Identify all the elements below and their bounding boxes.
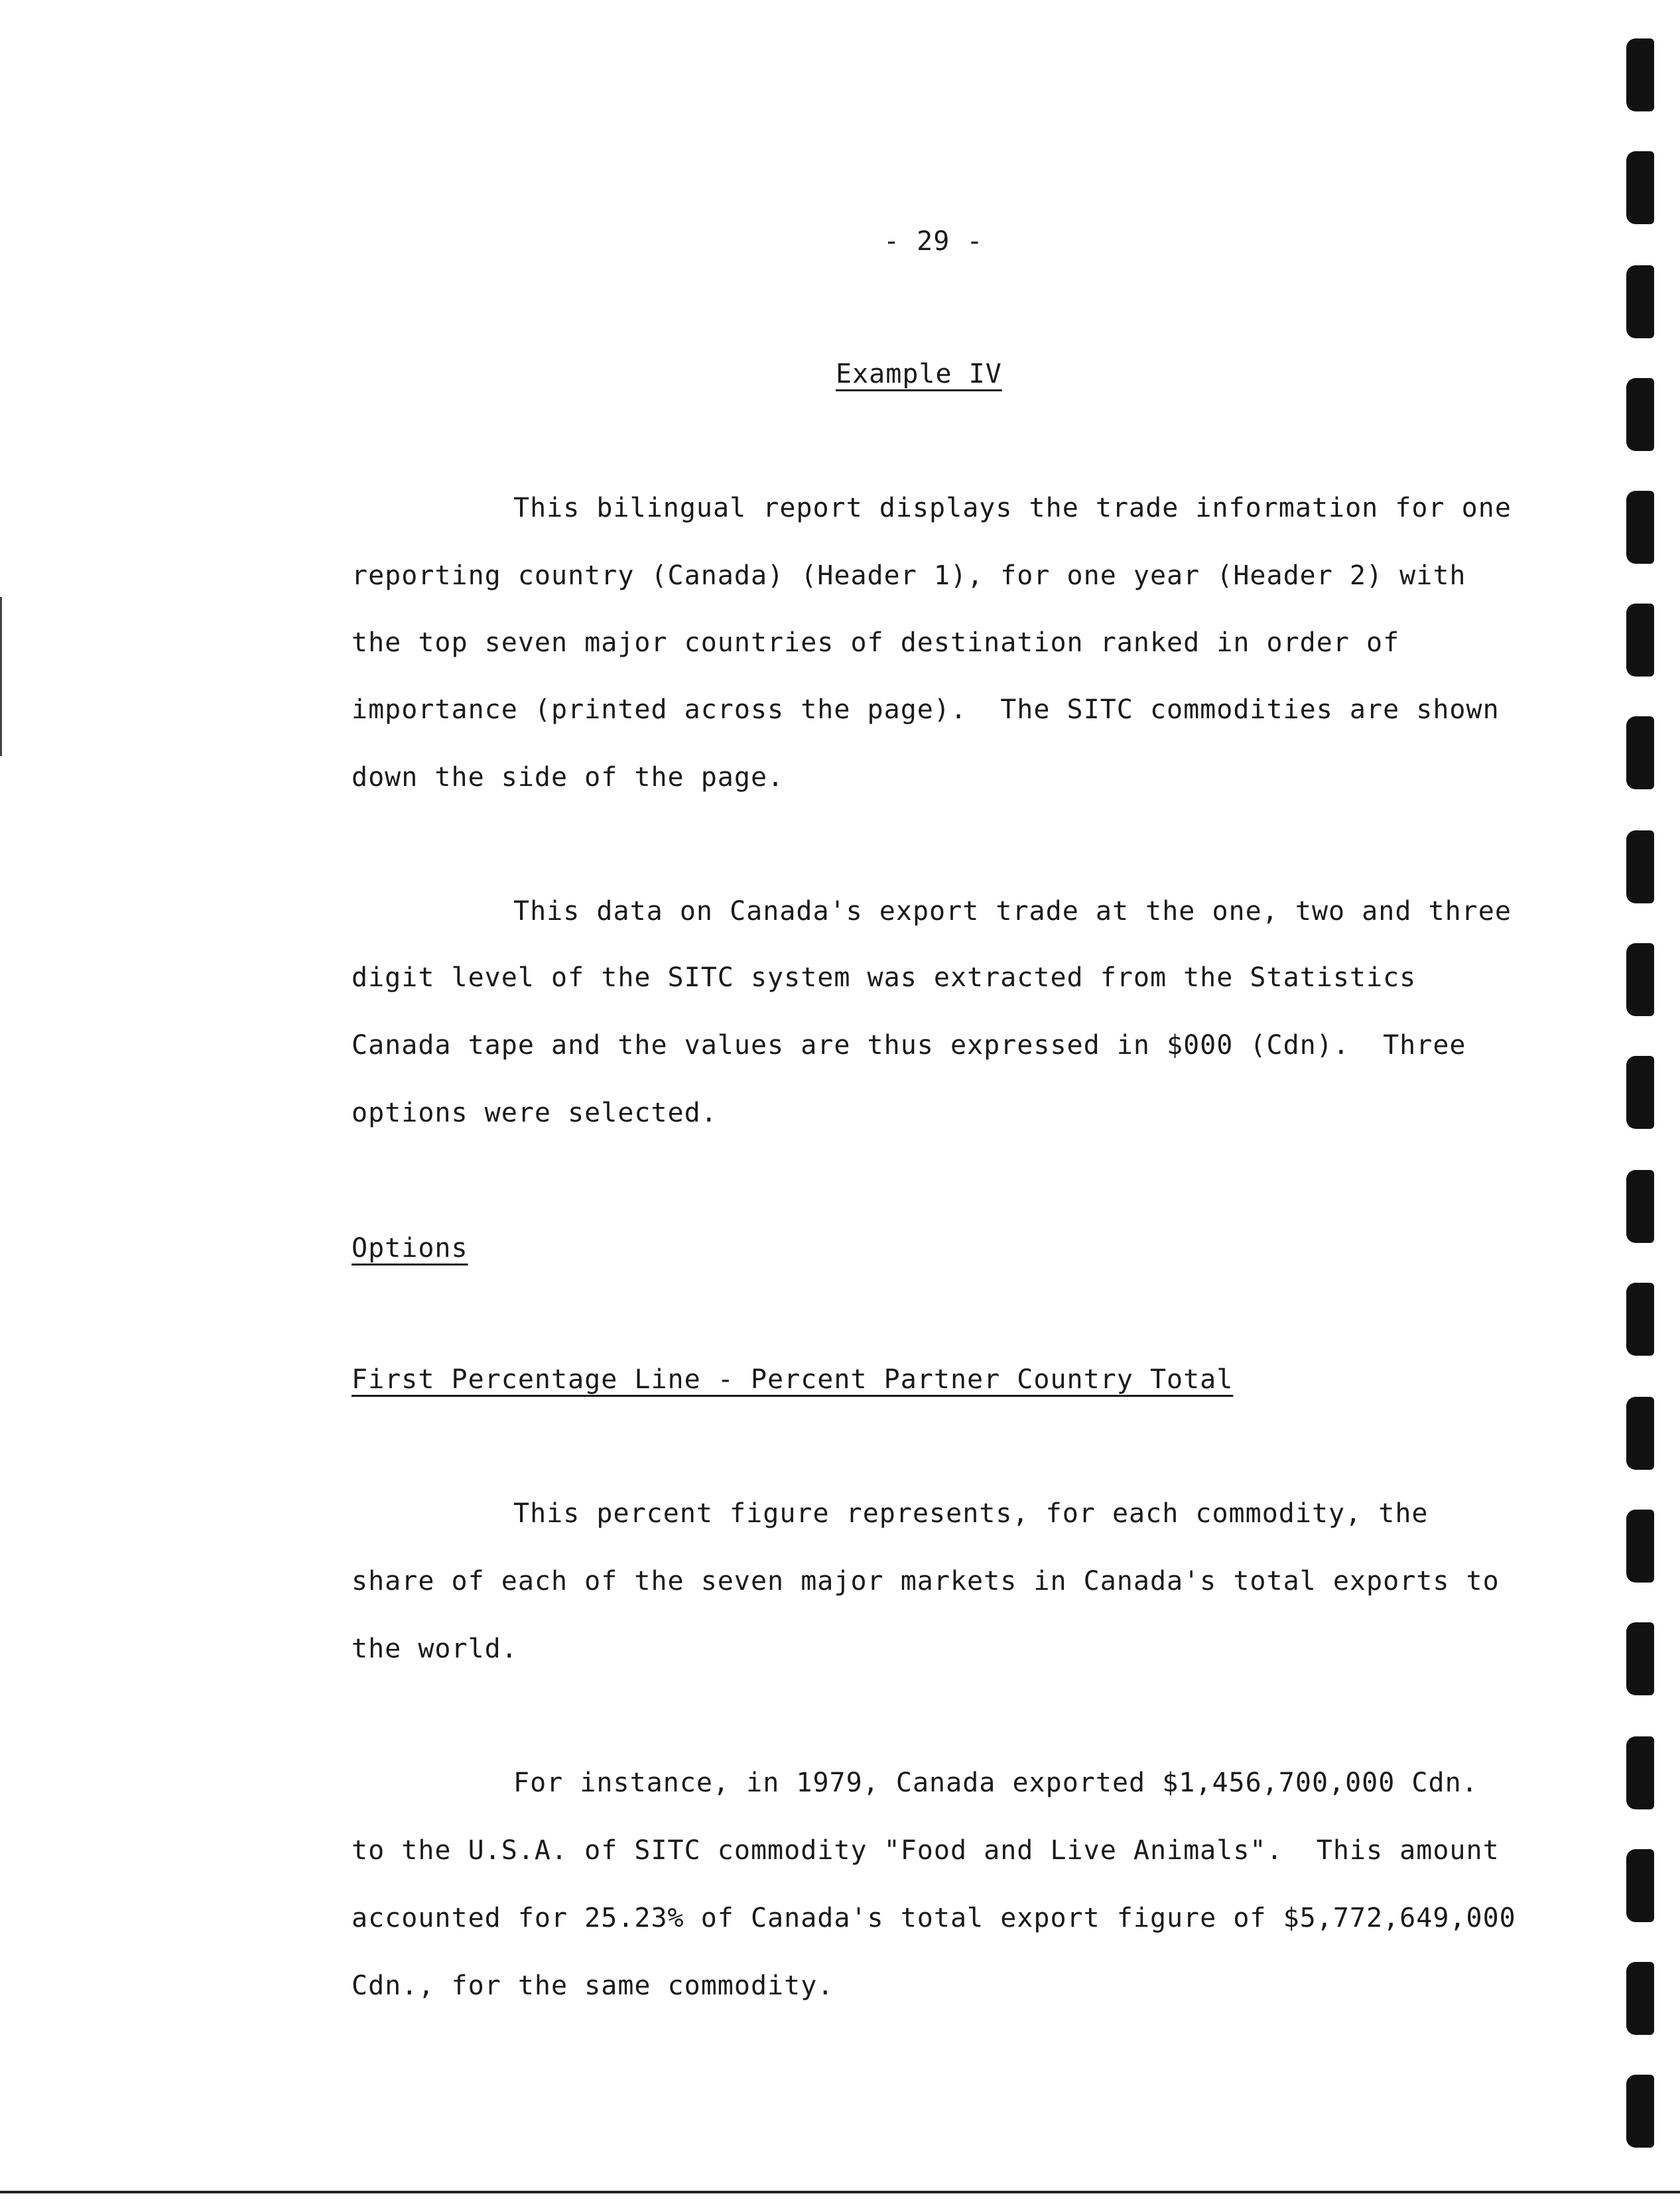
text-line: importance (printed across the page). The SITC commodities are shown — [352, 694, 1500, 725]
section-subheading: First Percentage Line - Percent Partner Country Total — [352, 1364, 1234, 1395]
text-line: the top seven major countries of destination ranked in order of — [352, 627, 1400, 658]
binding-tab — [1626, 1849, 1654, 1922]
text-line: Canada tape and the values are thus expressed in $000 (Cdn). Three — [352, 1030, 1466, 1061]
binding-tab — [1626, 38, 1654, 111]
binding-tab — [1626, 491, 1654, 564]
binding-tab — [1626, 830, 1654, 903]
page-title: Example IV — [836, 359, 1002, 389]
left-edge-mark — [0, 597, 2, 756]
text-line: the world. — [352, 1634, 518, 1664]
text-line: reporting country (Canada) (Header 1), for one year (Header 2) with — [352, 560, 1466, 591]
text-line: Cdn., for the same commodity. — [352, 1971, 834, 2001]
text-line: accounted for 25.23% of Canada's total export figure of $5,772,649,000 — [352, 1903, 1516, 1933]
binding-tab — [1626, 1622, 1654, 1695]
page-number: - 29 - — [883, 226, 984, 257]
text-line: This percent figure represents, for each commodity, the — [513, 1498, 1429, 1529]
binding-tab — [1626, 1056, 1654, 1129]
binding-tab — [1626, 1736, 1654, 1809]
binding-tab — [1626, 1962, 1654, 2035]
binding-tab — [1626, 2075, 1654, 2148]
text-line: share of each of the seven major markets in Canada's total exports to — [352, 1566, 1500, 1596]
binding-tab — [1626, 1397, 1654, 1470]
bottom-rule — [0, 2191, 1680, 2193]
options-heading: Options — [352, 1233, 468, 1264]
binding-tab — [1626, 604, 1654, 677]
text-line: to the U.S.A. of SITC commodity "Food and Live Animals". This amount — [352, 1835, 1500, 1866]
text-line: down the side of the page. — [352, 762, 785, 793]
text-line: digit level of the SITC system was extracted from the Statistics — [352, 962, 1417, 993]
binding-tab — [1626, 265, 1654, 338]
binding-tab — [1626, 943, 1654, 1016]
binding-tab — [1626, 151, 1654, 224]
binding-tab — [1626, 1170, 1654, 1243]
binding-tab — [1626, 378, 1654, 451]
binding-tab — [1626, 1510, 1654, 1583]
text-line: options were selected. — [352, 1098, 718, 1128]
text-line: This data on Canada's export trade at the one, two and three — [513, 896, 1512, 927]
text-line: For instance, in 1979, Canada exported $1,456,700,000 Cdn. — [513, 1768, 1478, 1798]
binding-tab — [1626, 1283, 1654, 1356]
text-line: This bilingual report displays the trade information for one — [513, 493, 1512, 523]
binding-tab — [1626, 716, 1654, 789]
